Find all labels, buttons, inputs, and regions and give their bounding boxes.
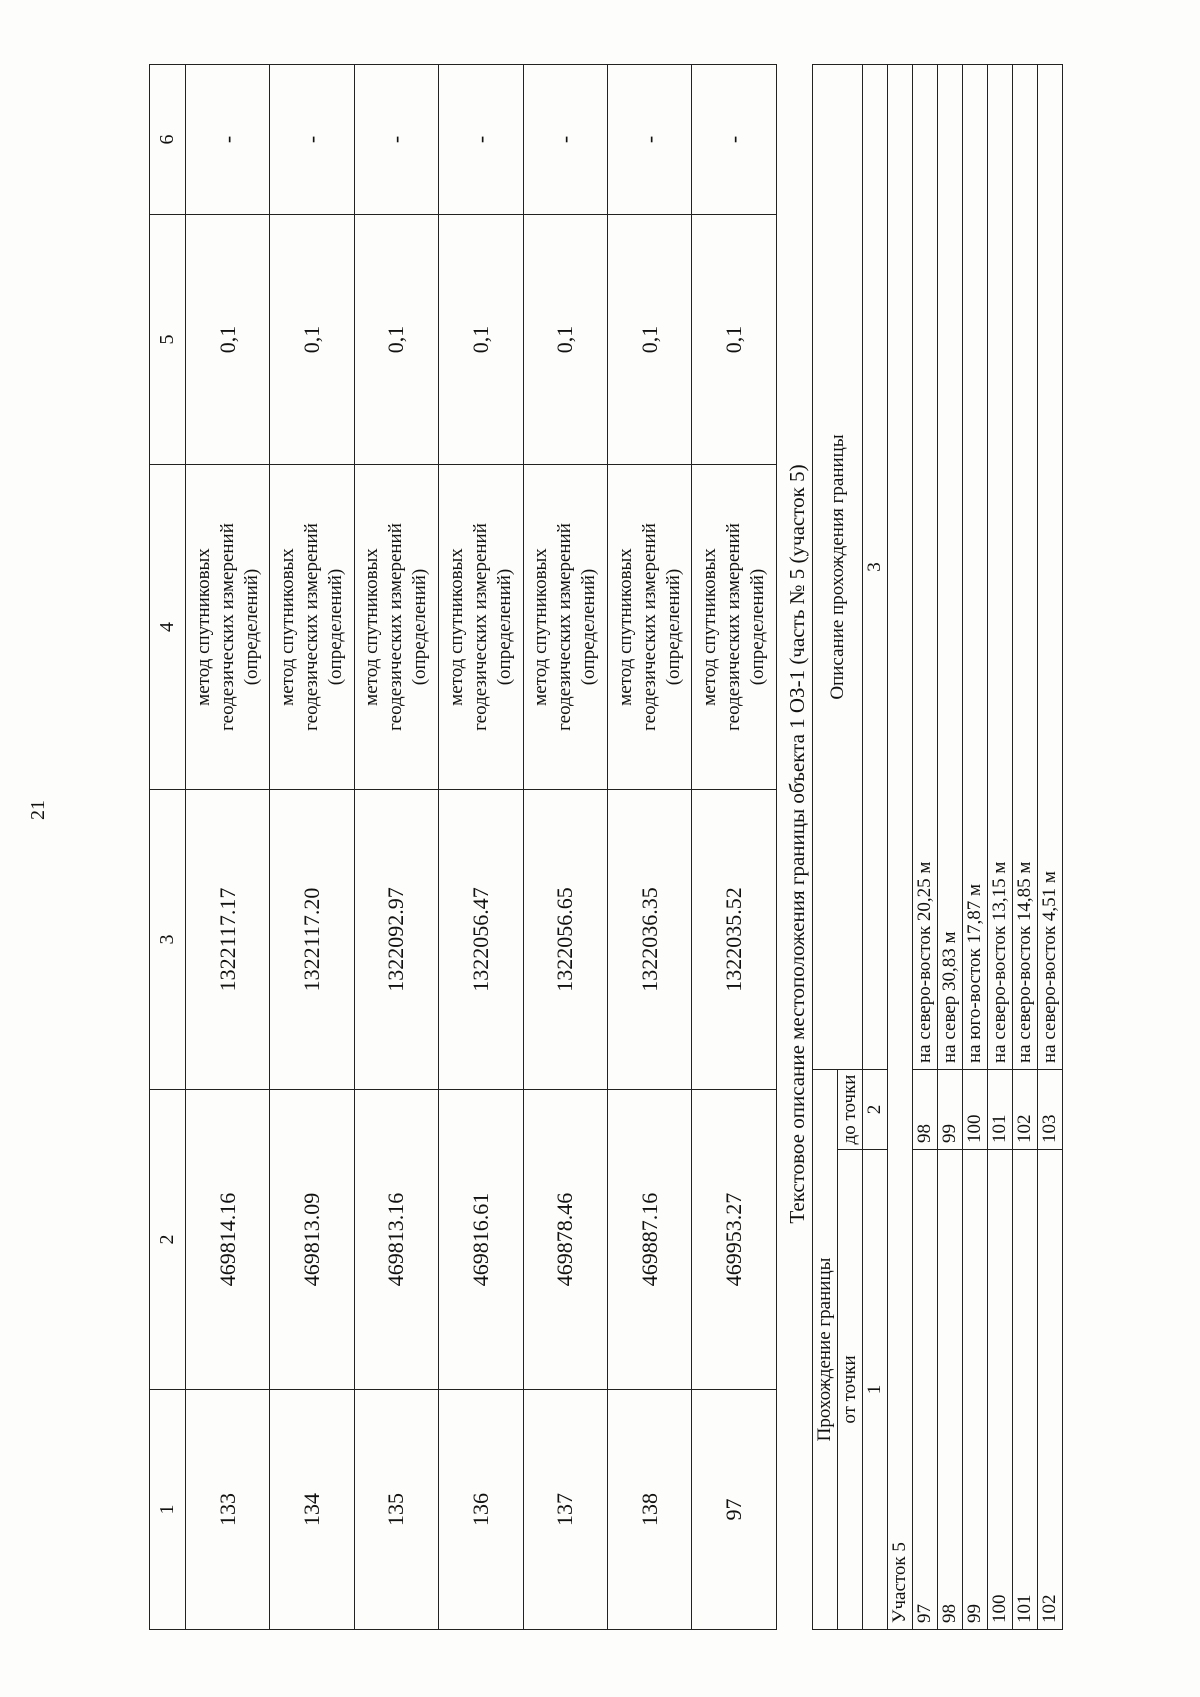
table-row [270,65,354,1630]
column-number: 2 [150,1090,186,1390]
from-point: 99 [963,1150,988,1630]
method-line: метод спутниковых [699,548,721,706]
boundary-description: на северо-восток 14,85 м [1013,65,1038,1070]
note: - [270,65,354,215]
method [270,465,354,790]
boundary-description: на северо-восток 20,25 м [913,65,938,1070]
table-row [1013,65,1038,1630]
description-table-container [782,65,1122,1630]
group-header: Прохождение границы [813,1070,838,1630]
to-point: 103 [1038,1070,1063,1150]
table-row [692,65,777,1630]
column-number: 1 [863,1150,888,1630]
table-row [988,65,1013,1630]
accuracy: 0,1 [523,215,607,465]
x-coordinate: 469813.16 [354,1090,438,1390]
point-number: 133 [185,1390,269,1630]
y-coordinate: 1322036.35 [608,790,692,1090]
method-line: геодезических измерений [216,523,238,731]
from-point: 98 [938,1150,963,1630]
description-table [782,64,1063,1630]
table-header-row [150,65,186,1630]
coordinates-table-container [149,65,777,1630]
method [354,465,438,790]
method-line: геодезических измерений [723,523,745,731]
note: - [608,65,692,215]
x-coordinate: 469816.61 [439,1090,523,1390]
coordinates-table [149,64,777,1630]
point-number: 138 [608,1390,692,1630]
method-line: геодезических измерений [554,523,576,731]
section-label: Участок 5 [888,65,913,1630]
from-point-header: от точки [838,1150,863,1630]
from-point: 97 [913,1150,938,1630]
column-number: 3 [150,790,186,1090]
method-line: (определений) [578,568,600,686]
method-line: (определений) [240,568,262,686]
column-number: 6 [150,65,186,215]
accuracy: 0,1 [608,215,692,465]
y-coordinate: 1322056.65 [523,790,607,1090]
method-line: (определений) [409,568,431,686]
point-number: 137 [523,1390,607,1630]
y-coordinate: 1322035.52 [692,790,777,1090]
boundary-description: на юго-восток 17,87 м [963,65,988,1070]
method-line: (определений) [747,568,769,686]
to-point-header: до точки [838,1070,863,1150]
method-line: геодезических измерений [385,523,407,731]
to-point: 102 [1013,1070,1038,1150]
method-line: геодезических измерений [469,523,491,731]
y-coordinate: 1322117.20 [270,790,354,1090]
method [692,465,777,790]
method-line: (определений) [493,568,515,686]
accuracy: 0,1 [692,215,777,465]
column-number: 3 [863,65,888,1070]
boundary-description: на северо-восток 13,15 м [988,65,1013,1070]
note: - [185,65,269,215]
method-line: метод спутниковых [530,548,552,706]
table-row [439,65,523,1630]
point-number: 135 [354,1390,438,1630]
method-line: метод спутниковых [614,548,636,706]
accuracy: 0,1 [354,215,438,465]
method-line: метод спутниковых [277,548,299,706]
note: - [523,65,607,215]
from-point: 101 [1013,1150,1038,1630]
method-line: геодезических измерений [301,523,323,731]
description-header: Описание прохождения границы [813,65,863,1070]
method [439,465,523,790]
column-number: 2 [863,1070,888,1150]
table-caption: Текстовое описание местоположения границы объекта 1 ОЗ-1 (часть № 5 (участок 5) [785,464,809,1224]
table-row [913,65,938,1630]
method [185,465,269,790]
table-row [608,65,692,1630]
note: - [692,65,777,215]
from-point: 100 [988,1150,1013,1630]
to-point: 100 [963,1070,988,1150]
method-line: (определений) [662,568,684,686]
accuracy: 0,1 [439,215,523,465]
boundary-description: на северо-восток 4,51 м [1038,65,1063,1070]
y-coordinate: 1322056.47 [439,790,523,1090]
table-row [963,65,988,1630]
to-point: 98 [913,1070,938,1150]
point-number: 97 [692,1390,777,1630]
table-row [354,65,438,1630]
note: - [439,65,523,215]
method-line: метод спутниковых [445,548,467,706]
accuracy: 0,1 [185,215,269,465]
method [608,465,692,790]
to-point: 99 [938,1070,963,1150]
boundary-description: на север 30,83 м [938,65,963,1070]
x-coordinate: 469887.16 [608,1090,692,1390]
to-point: 101 [988,1070,1013,1150]
x-coordinate: 469953.27 [692,1090,777,1390]
table-row [1038,65,1063,1630]
x-coordinate: 469813.09 [270,1090,354,1390]
x-coordinate: 469878.46 [523,1090,607,1390]
method-line: (определений) [325,568,347,686]
x-coordinate: 469814.16 [185,1090,269,1390]
column-number: 5 [150,215,186,465]
note: - [354,65,438,215]
method [523,465,607,790]
point-number: 136 [439,1390,523,1630]
method-line: геодезических измерений [638,523,660,731]
method-line: метод спутниковых [192,548,214,706]
y-coordinate: 1322117.17 [185,790,269,1090]
method-line: метод спутниковых [361,548,383,706]
column-number: 1 [150,1390,186,1630]
column-number: 4 [150,465,186,790]
table-row [938,65,963,1630]
table-row [523,65,607,1630]
accuracy: 0,1 [270,215,354,465]
page-number: 21 [27,800,49,820]
table-row [185,65,269,1630]
from-point: 102 [1038,1150,1063,1630]
y-coordinate: 1322092.97 [354,790,438,1090]
point-number: 134 [270,1390,354,1630]
